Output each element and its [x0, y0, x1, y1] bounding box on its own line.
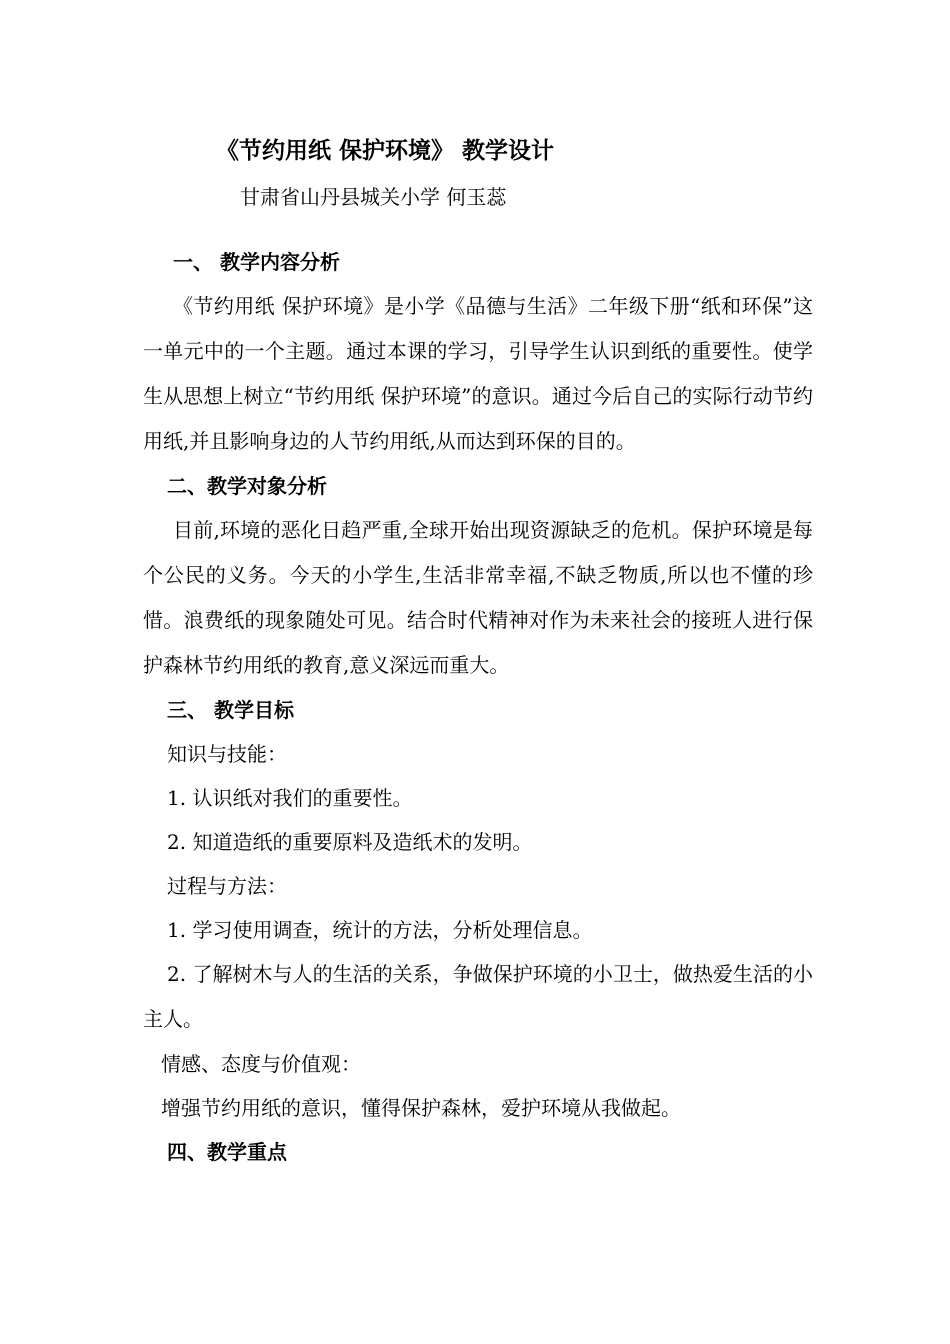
document-author: 甘肃省山丹县城关小学 何玉蕊 — [240, 185, 507, 209]
section-heading-objectives: 三、 教学目标 — [167, 698, 294, 722]
section-body-audience-analysis: 目前,环境的恶化日趋严重,全球开始出现资源缺乏的危机。保护环境是每个公民的义务。今天的小学生,生活非常幸福,不缺乏物质,所以也不懂的珍惜。浪费纸的现象随处可见。结合时代精神对作为未来社会的接班人进行保护森林节约用纸的教育,意义深远而重大。 — [143, 518, 813, 677]
section-body-content-analysis: 《节约用纸 保护环境》是小学《品德与生活》二年级下册“纸和环保”这一单元中的一个主题。通过本课的学习，引导学生认识到纸的重要性。使学生从思想上树立“节约用纸 保护环境”的意识。通过今后自己的实际行动节约用纸,并且影响身边的人节约用纸,从而达到环保的目的。 — [143, 294, 813, 453]
objective-knowledge-2: 2. 知道造纸的重要原料及造纸术的发明。 — [167, 830, 533, 854]
objective-attitude-1: 增强节约用纸的意识，懂得保护森林，爱护环境从我做起。 — [161, 1096, 681, 1120]
objective-label-process: 过程与方法： — [167, 874, 287, 898]
objective-knowledge-1: 1. 认识纸对我们的重要性。 — [167, 786, 413, 810]
document-body — [143, 240, 813, 1174]
section-heading-key-points: 四、教学重点 — [167, 1140, 287, 1164]
objective-process-2: 2. 了解树木与人的生活的关系，争做保护环境的小卫士，做热爱生活的小主人。 — [143, 962, 813, 1031]
objective-process-1: 1. 学习使用调查，统计的方法，分析处理信息。 — [167, 918, 593, 942]
section-heading-audience-analysis: 二、教学对象分析 — [167, 474, 327, 498]
document-title: 《节约用纸 保护环境》 教学设计 — [216, 137, 555, 164]
section-heading-content-analysis: 一、 教学内容分析 — [173, 250, 340, 274]
objective-label-knowledge: 知识与技能： — [167, 742, 287, 766]
objective-label-attitude: 情感、态度与价值观： — [161, 1052, 361, 1076]
